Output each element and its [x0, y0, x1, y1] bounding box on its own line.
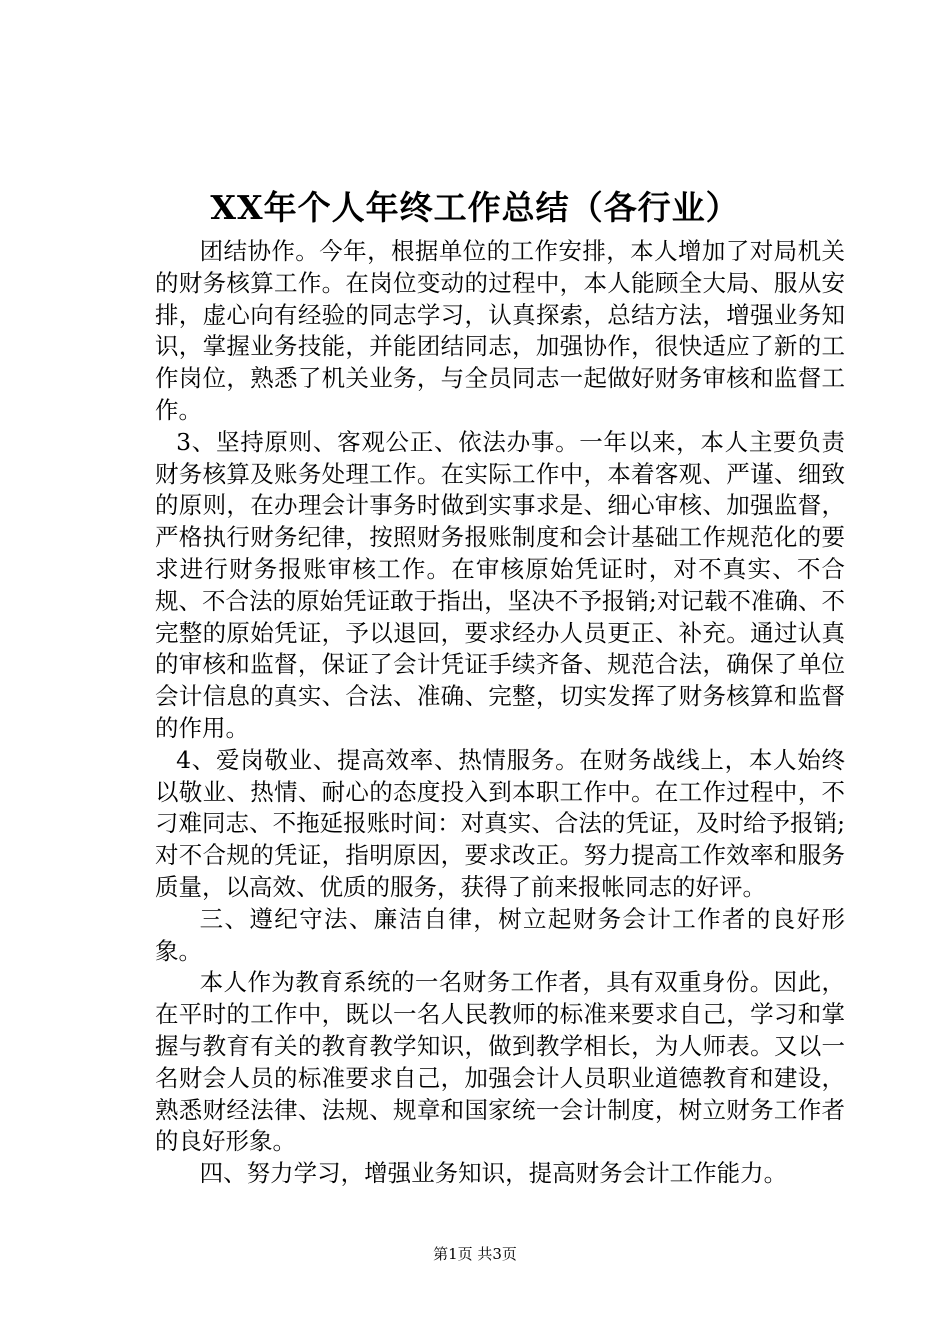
document-body: [155, 236, 845, 1190]
paragraph-principles: 3、坚持原则、客观公正、依法办事。一年以来，本人主要负责财务核算及账务处理工作。在实际工作中，本着客观、严谨、细致的原则，在办理会计事务时做到实事求是、细心审核、加强监督，严格执行财务纪律，按照财务报账制度和会计基础工作规范化的要求进行财务报账审核工作。在审核原始凭证时，对不真实、不合规、不合法的原始凭证敢于指出，坚决不予报销;对记载不准确、不完整的原始凭证，予以退回，要求经办人员更正、补充。通过认真的审核和监督，保证了会计凭证手续齐备、规范合法，确保了单位会计信息的真实、合法、准确、完整，切实发挥了财务核算和监督的作用。: [155, 427, 845, 742]
section-heading-integrity: 三、遵纪守法、廉洁自律，树立起财务会计工作者的良好形象。: [155, 904, 845, 965]
paragraph-integrity: 本人作为教育系统的一名财务工作者，具有双重身份。因此，在平时的工作中，既以一名人民教师的标准来要求自己，学习和掌握与教育有关的教育教学知识，做到教学相长，为人师表。又以一名财会人员的标准要求自己，加强会计人员职业道德教育和建设，熟悉财经法律、法规、规章和国家统一会计制度，树立财务工作者的良好形象。: [155, 968, 845, 1156]
section-heading-learning: 四、努力学习，增强业务知识，提高财务会计工作能力。: [199, 1159, 788, 1188]
paragraph-teamwork: 团结协作。今年，根据单位的工作安排，本人增加了对局机关的财务核算工作。在岗位变动的过程中，本人能顾全大局、服从安排，虚心向有经验的同志学习，认真探索，总结方法，增强业务知识，掌握业务技能，并能团结同志，加强协作，很快适应了新的工作岗位，熟悉了机关业务，与全员同志一起做好财务审核和监督工作。: [155, 237, 845, 424]
document-title: XX年个人年终工作总结（各行业）: [210, 188, 740, 227]
page-number: 第1页 共3页: [433, 1245, 517, 1263]
paragraph-dedication: 4、爱岗敬业、提高效率、热情服务。在财务战线上，本人始终以敬业、热情、耐心的态度投入到本职工作中。在工作过程中，不刁难同志、不拖延报账时间：对真实、合法的凭证，及时给予报销;对不合规的凭证，指明原因，要求改正。努力提高工作效率和服务质量，以高效、优质的服务，获得了前来报帐同志的好评。: [155, 745, 845, 901]
